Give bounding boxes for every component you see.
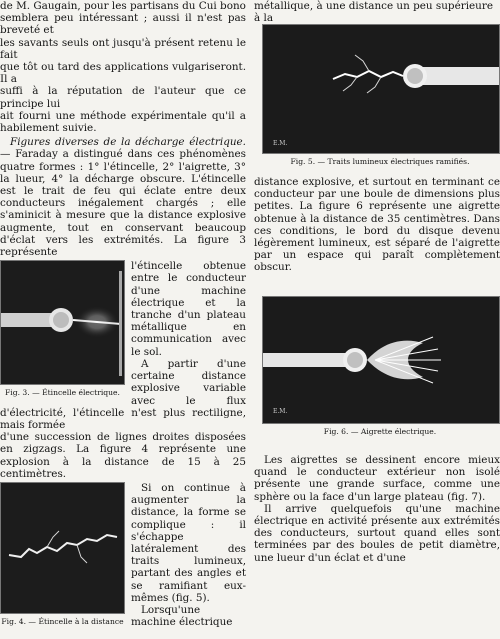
right-column — [254, 0, 500, 564]
figure-6 — [262, 296, 498, 436]
right-paragraph-2: Les aigrettes se dessinent encore mieux quand le conducteur extérieur non isolé présente une grande surface, comme une sphère ou la face d'un large plateau (fig. 7). — [254, 454, 500, 503]
figure-3-caption: Fig. 3. — Étincelle électrique. — [5, 388, 120, 398]
intro-line-5: suffi à la réputation de l'auteur que ce principe lui — [0, 85, 246, 110]
right-paragraph-3: Il arrive quelquefois qu'une machine électrique en activité présente aux extrémités des conducteurs, surtout quand elles sont terminées par des boules de petit diamètre, une lueur d'un éclat et d'une — [254, 502, 500, 564]
figure-6-caption: Fig. 6. — Aigrette électrique. — [323, 427, 437, 436]
wrap-text-2: A partir d'une certaine distance explosive variable avec le flux d'électricité, l'étincelle n'est plus rectiligne, mais formée — [0, 357, 246, 431]
intro-line-1: de M. Gaugain, pour les partisans du Cui bono — [0, 0, 246, 12]
figure-4-image — [0, 482, 125, 614]
intro-line-6: ait fourni une méthode expérimentale qu'il a habilement suivie. — [0, 109, 246, 135]
figure-5-image — [262, 24, 500, 154]
full-text-1: d'une succession de lignes droites disposées en zigzags. La figure 4 représente une explosion à la distance de 15 à 25 centimètres. — [0, 431, 246, 480]
section-title: Figures diverses de la décharge électrique. — [10, 136, 246, 149]
intro-line-4: que tôt ou tard des applications vulgariseront. Il a — [0, 61, 246, 86]
right-paragraph-1: distance explosive, et surtout en terminant ce conducteur par une boule de dimensions plus petites. La figure 6 représente une aigrette obtenue à la distance de 35 centimètres. Dans ces conditions, le bord du disque devenu légèrement lumineux, est séparé de l'aigrette par un espace qui paraît complètement obscur. — [254, 176, 500, 274]
figure-4 — [0, 482, 125, 637]
wrap-text-3: Si on continue à augmenter la distance, la forme se complique : il s'échappe latéralement des traits lumineux, partant des angles et se ramifiant eux-mêmes (fig. 5). — [131, 481, 246, 604]
right-top-line: métallique, à une distance un peu supérieure à la — [254, 0, 493, 25]
figure-5-caption: Fig. 5. — Traits lumineux électriques ramifiés. — [290, 157, 470, 166]
figure-3 — [0, 260, 125, 403]
section-paragraph — [0, 136, 246, 258]
section-text: — Faraday a distingué dans ces phénomènes quatre formes : 1° l'étincelle, 2° l'aigrette, 3° la lueur, 4° la décharge obscure. L'étincelle est le trait de feu qui éclate entre deux conducteurs inégalement chargés ; elle s'aminicit à mesure que la distance explosive augmente, tout en conservant beaucoup d'éclat vers les extrémités. La figure 3 représente — [0, 148, 246, 259]
intro-line-3: les savants seuls ont jusqu'à présent retenu le fait — [0, 36, 246, 61]
figure-5-mark: E.M. — [273, 140, 288, 147]
figure-3-image — [0, 260, 125, 385]
figure-5 — [262, 24, 498, 166]
left-column — [0, 0, 246, 639]
intro-line-2: semblera peu intéressant ; aussi il n'est pas breveté et — [0, 12, 246, 37]
figure-6-mark: E.M. — [273, 408, 288, 415]
figure-6-image — [262, 296, 500, 424]
wrap-text-1: l'étincelle obtenue entre le conducteur d'une machine électrique et la tranche d'un plateau métallique en communication avec le sol. — [131, 260, 246, 358]
figure-4-caption: Fig. 4. — Étincelle à la distance — [1, 616, 124, 626]
wrap-text-4: Lorsqu'une machine électrique — [131, 603, 233, 629]
